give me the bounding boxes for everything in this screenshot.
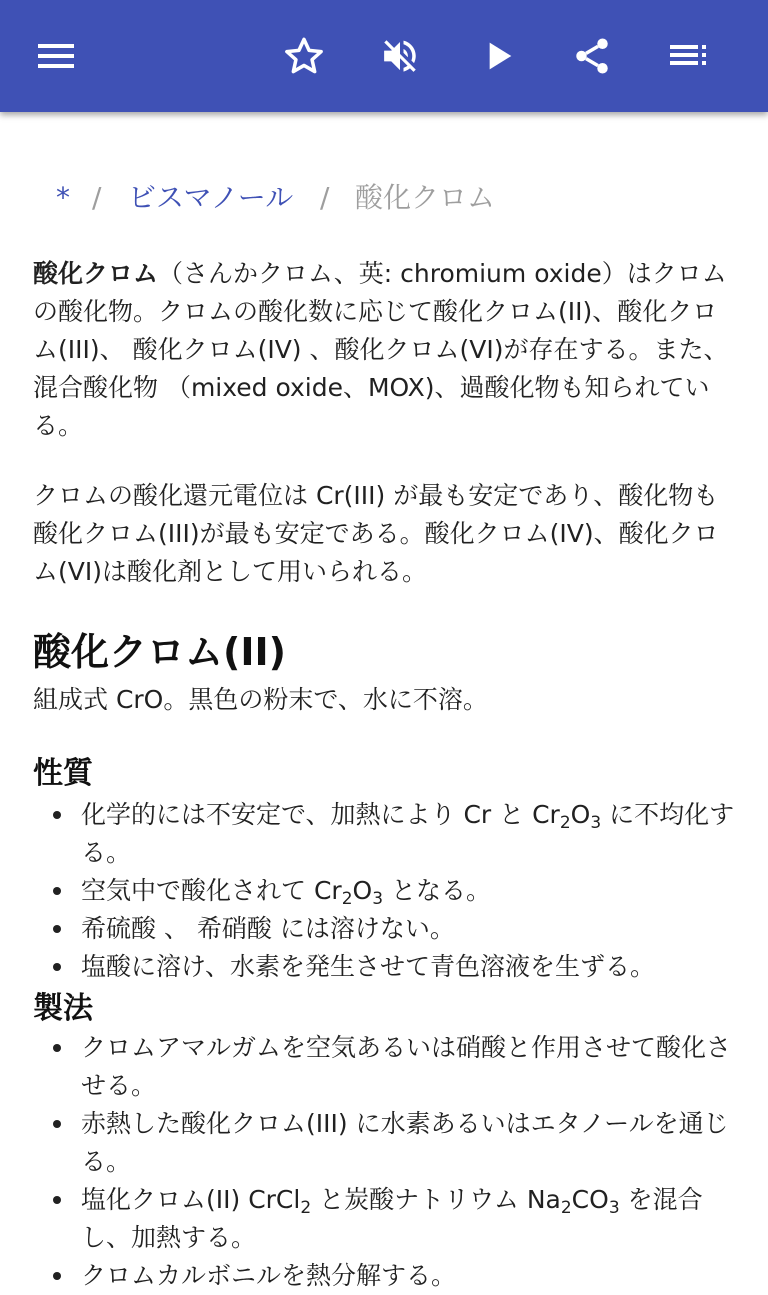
list-item: 希硫酸 、 希硝酸 には溶けない。 — [33, 910, 738, 948]
list-item: 塩化クロム(II) CrCl$_2$ と炭酸ナトリウム $Na_2CO_3$ を混合し、加熱する。 — [33, 1181, 738, 1257]
list-item: クロムカルボニルを熱分解する。 — [33, 1257, 738, 1295]
method-list — [33, 1029, 738, 1295]
menu-icon — [36, 36, 76, 76]
list-item: 塩酸に溶け、水素を発生させて青色溶液を生ずる。 — [33, 948, 738, 986]
breadcrumb-home-link[interactable]: * — [56, 181, 70, 214]
favorite-button[interactable] — [276, 28, 332, 84]
app-bar — [0, 0, 768, 112]
breadcrumb-parent-link[interactable]: ビスマノール — [128, 181, 294, 214]
section-summary: 組成式 CrO。黒色の粉末で、水に不溶。 — [33, 685, 488, 714]
list-item: クロムアマルガムを空気あるいは硝酸と作用させて酸化させる。 — [33, 1029, 738, 1105]
article-term: 酸化クロム — [33, 259, 159, 288]
star-icon — [283, 35, 325, 77]
mute-button[interactable] — [372, 28, 428, 84]
volume-off-icon — [379, 35, 421, 77]
properties-list — [33, 796, 738, 986]
breadcrumb-separator: / — [92, 181, 102, 214]
intro-text: （さんかクロム、英: chromium oxide）はクロムの酸化物。クロムの酸化数に応じて酸化クロム(II)、酸化クロム(III)、 酸化クロム(IV) 、酸化クロム(VI)が存在する。また、 混合酸化物 （mixed oxide、MOX)、過酸化物も知られている。 — [33, 259, 729, 440]
redox-paragraph: クロムの酸化還元電位は Cr(III) が最も安定であり、酸化物も酸化クロム(III)が最も安定である。酸化クロム(IV)、酸化クロム(VI)は酸化剤として用いられる。 — [33, 481, 719, 586]
playlist-button[interactable] — [660, 28, 716, 84]
breadcrumb — [0, 178, 768, 218]
list-item: 空気中で酸化されて $Cr_2O_3$ となる。 — [33, 872, 738, 910]
section-title: 酸化クロム(II) — [33, 630, 287, 674]
list-item: 赤熱した酸化クロム(III) に水素あるいはエタノールを通じる。 — [33, 1105, 738, 1181]
breadcrumb-separator: / — [320, 181, 330, 214]
play-button[interactable] — [470, 28, 526, 84]
play-icon — [478, 36, 518, 76]
share-icon — [571, 35, 613, 77]
intro-paragraph — [33, 255, 738, 445]
menu-button[interactable] — [28, 28, 84, 84]
list-item: 化学的には不安定で、加熱により Cr と $Cr_2O_3$ に不均化する。 — [33, 796, 738, 872]
properties-heading: 性質 — [33, 756, 93, 791]
share-button[interactable] — [564, 28, 620, 84]
method-heading: 製法 — [33, 991, 93, 1026]
playlist-icon — [668, 36, 708, 76]
breadcrumb-current: 酸化クロム — [355, 181, 496, 214]
